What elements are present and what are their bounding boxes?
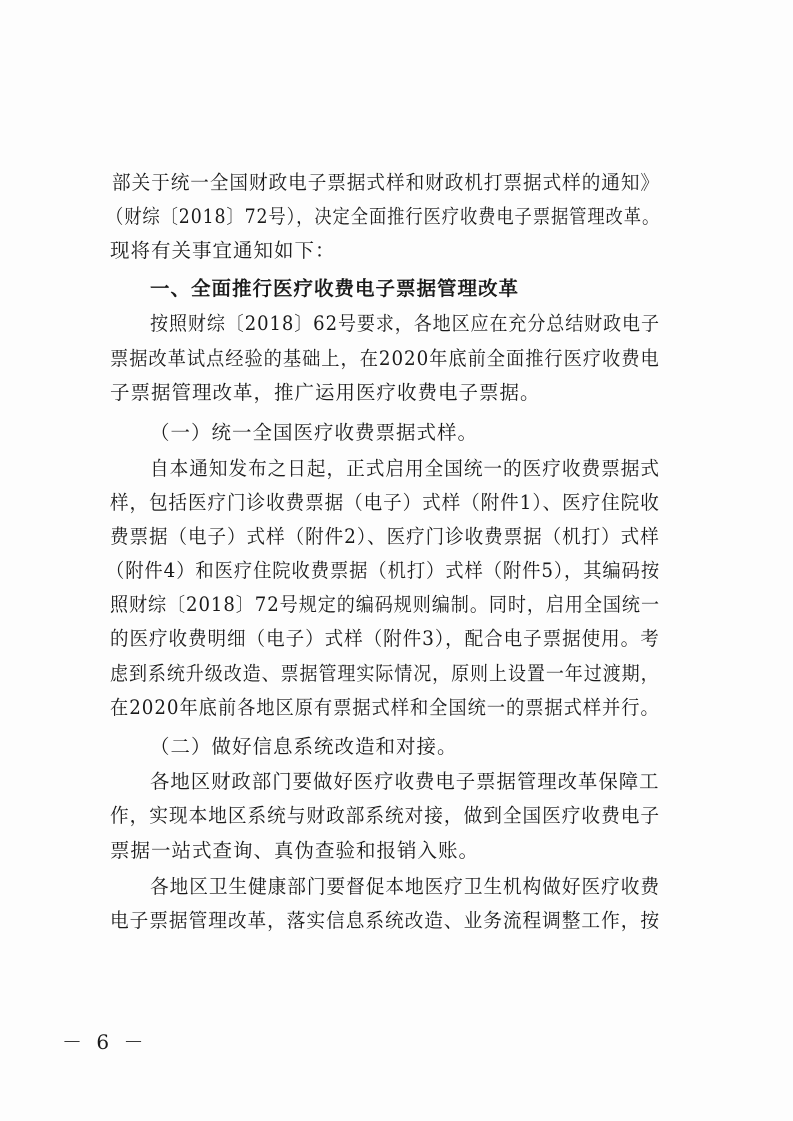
text-line: 虑到系统升级改造、票据管理实际情况，原则上设置一年过渡期， [110,662,660,685]
subsection-heading: （一）统一全国医疗收费票据式样。 [150,421,479,444]
text-line: 在2020年底前各地区原有票据式样和全国统一的票据式样并行。 [110,696,660,719]
page-number: － 6 － [62,1030,148,1054]
text-line: 电子票据管理改革，落实信息系统改造、业务流程调整工作，按 [110,909,661,932]
text-line: 各地区财政部门要做好医疗收费电子票据管理改革保障工 [150,770,660,793]
text-line: 现将有关事宜通知如下： [110,239,336,262]
text-line: 各地区卫生健康部门要督促本地医疗卫生机构做好医疗收费 [150,875,660,898]
text-line: 样，包括医疗门诊收费票据（电子）式样（附件1）、医疗住院收 [110,491,660,514]
text-line: 自本通知发布之日起，正式启用全国统一的医疗收费票据式 [150,457,660,480]
text-line: 票据一站式查询、真伪查验和报销入账。 [110,839,480,862]
text-line: 部关于统一全国财政电子票据式样和财政机打票据式样的通知》 [112,171,661,194]
text-line: 按照财综〔2018〕62号要求，各地区应在充分总结财政电子 [150,312,660,335]
text-line: 的医疗收费明细（电子）式样（附件3），配合电子票据使用。考 [110,627,660,650]
subsection-heading: （二）做好信息系统改造和对接。 [150,735,458,758]
text-line: 照财综〔2018〕72号规定的编码规则编制。同时，启用全国统一 [110,593,660,616]
text-line: （财综〔2018〕72号），决定全面推行医疗收费电子票据管理改革。 [106,205,661,228]
section-heading: 一、全面推行医疗收费电子票据管理改革 [150,277,520,300]
text-line: 子票据管理改革，推广运用医疗收费电子票据。 [110,381,541,404]
text-line: 票据改革试点经验的基础上，在2020年底前全面推行医疗收费电 [110,347,660,370]
text-line: 费票据（电子）式样（附件2）、医疗门诊收费票据（机打）式样 [110,525,660,548]
text-line: 作，实现本地区系统与财政部系统对接，做到全国医疗收费电子 [110,804,661,827]
text-line: （附件4）和医疗住院收费票据（机打）式样（附件5），其编码按 [106,559,661,582]
